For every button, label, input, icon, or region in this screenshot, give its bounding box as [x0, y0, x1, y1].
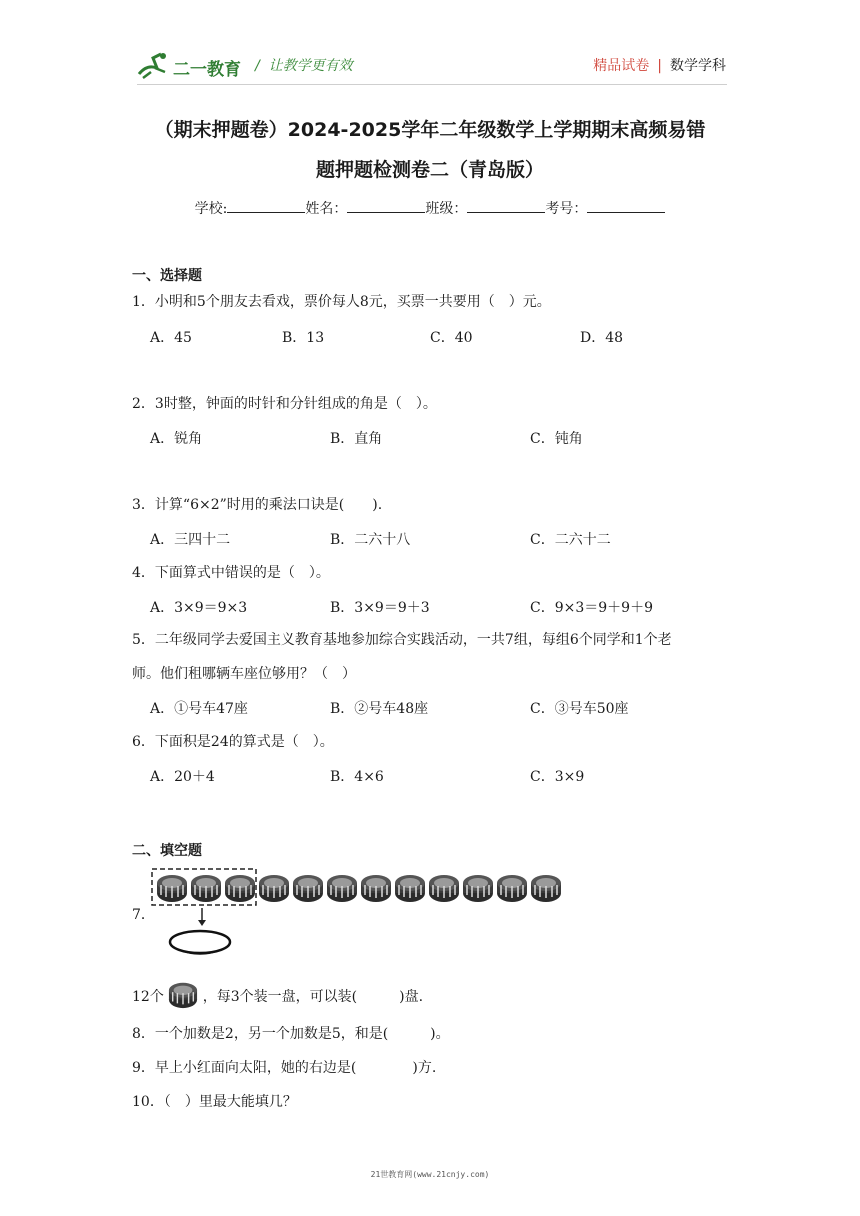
- mooncake-icon: [293, 875, 323, 902]
- q1-option-d: D．48: [580, 330, 624, 346]
- section-heading-choice: 一、选择题: [132, 268, 202, 284]
- exam-title-line1: （期末押题卷）2024-2025学年二年级数学上学期期末高频易错: [154, 119, 706, 141]
- mooncake-icon: [531, 875, 561, 902]
- question-7-text: [132, 985, 423, 1009]
- mooncake-icon: [327, 875, 357, 902]
- question-1: 1．小明和5个朋友去看戏，票价每人8元，买票一共要用（ ）元。: [132, 294, 551, 310]
- number-blank: [587, 198, 665, 213]
- brand-name: 二一教育: [173, 60, 241, 80]
- q1-option-b: B．13: [282, 330, 325, 346]
- slogan-text: / 让教学更有效: [255, 58, 353, 74]
- mooncake-icon: [168, 979, 198, 1009]
- q5-option-b: B．②号车48座: [330, 701, 429, 717]
- tag-subject: 数学学科: [670, 58, 726, 74]
- tag-separator: |: [657, 58, 662, 74]
- q3-option-a: A．三四十二: [150, 532, 231, 548]
- q3-option-b: B．二六十八: [330, 532, 411, 548]
- school-label: 学校:: [194, 201, 228, 217]
- question-8: 8．一个加数是2，另一个加数是5，和是( )。: [132, 1026, 450, 1042]
- q4-option-c: C．9×3＝9＋9＋9: [530, 600, 653, 616]
- q7-rest-label: ，每3个装一盘，可以装( )盘.: [202, 989, 424, 1005]
- q2-option-a: A．锐角: [150, 431, 203, 447]
- question-4: 4．下面算式中错误的是（ ）。: [132, 565, 330, 581]
- q7-count-label: 12个: [132, 989, 164, 1005]
- q5-option-a: A．①号车47座: [150, 701, 248, 717]
- class-label: 班级：: [425, 201, 468, 217]
- question-10: 10．（ ）里最大能填几？: [132, 1094, 297, 1110]
- question-5-line1: 5．二年级同学去爱国主义教育基地参加综合实践活动，一共7组，每组6个同学和1个老: [132, 632, 672, 648]
- mooncake-icon: [157, 875, 187, 902]
- mooncake-icon: [429, 875, 459, 902]
- page-footer: 21世教育网(www.21cnjy.com): [370, 1170, 490, 1179]
- student-info-row: [90, 198, 770, 218]
- header-tags: [593, 55, 726, 75]
- question-3: 3．计算“6×2”时用的乘法口诀是( ).: [132, 497, 383, 513]
- mooncakes-figure: [150, 866, 562, 960]
- q3-option-c: C．二六十二: [530, 532, 611, 548]
- mooncake-icon: [463, 875, 493, 902]
- mooncake-icon: [497, 875, 527, 902]
- question-7-number: 7．: [132, 907, 155, 923]
- mooncake-icon: [259, 875, 289, 902]
- school-blank: [227, 198, 305, 213]
- q1-option-c: C．40: [430, 330, 473, 346]
- q1-option-a: A．45: [150, 330, 192, 346]
- q4-option-a: A．3×9＝9×3: [150, 600, 248, 616]
- slogan-label: 让教学更有效: [268, 58, 353, 74]
- header-divider: [137, 84, 727, 85]
- q6-option-a: A．20＋4: [150, 769, 215, 785]
- question-9: 9．早上小红面向太阳，她的右边是( )方.: [132, 1060, 437, 1076]
- class-blank: [467, 198, 545, 213]
- name-blank: [347, 198, 425, 213]
- section-heading-fill: 二、填空题: [132, 843, 202, 859]
- number-label: 考号：: [545, 201, 588, 217]
- q6-option-b: B．4×6: [330, 769, 384, 785]
- question-6: 6．下面积是24的算式是（ ）。: [132, 734, 334, 750]
- q2-option-b: B．直角: [330, 431, 383, 447]
- tag-premium: 精品试卷: [593, 58, 650, 74]
- name-label: 姓名：: [305, 201, 348, 217]
- mooncake-icon: [361, 875, 391, 902]
- question-5-line2: 师。他们租哪辆车座位够用？（ ）: [132, 666, 356, 682]
- q6-option-c: C．3×9: [530, 769, 585, 785]
- question-2: 2．3时整，钟面的时针和分针组成的角是（ ）。: [132, 396, 437, 412]
- mooncake-icon: [191, 875, 221, 902]
- mooncake-icon: [395, 875, 425, 902]
- q4-option-b: B．3×9＝9＋3: [330, 600, 430, 616]
- q2-option-c: C．钝角: [530, 431, 583, 447]
- exam-title-line2: 题押题检测卷二（青岛版）: [315, 159, 544, 181]
- mooncake-icon: [225, 875, 255, 902]
- q5-option-c: C．③号车50座: [530, 701, 629, 717]
- brand-logo: [137, 50, 247, 80]
- plate-icon: [170, 931, 230, 953]
